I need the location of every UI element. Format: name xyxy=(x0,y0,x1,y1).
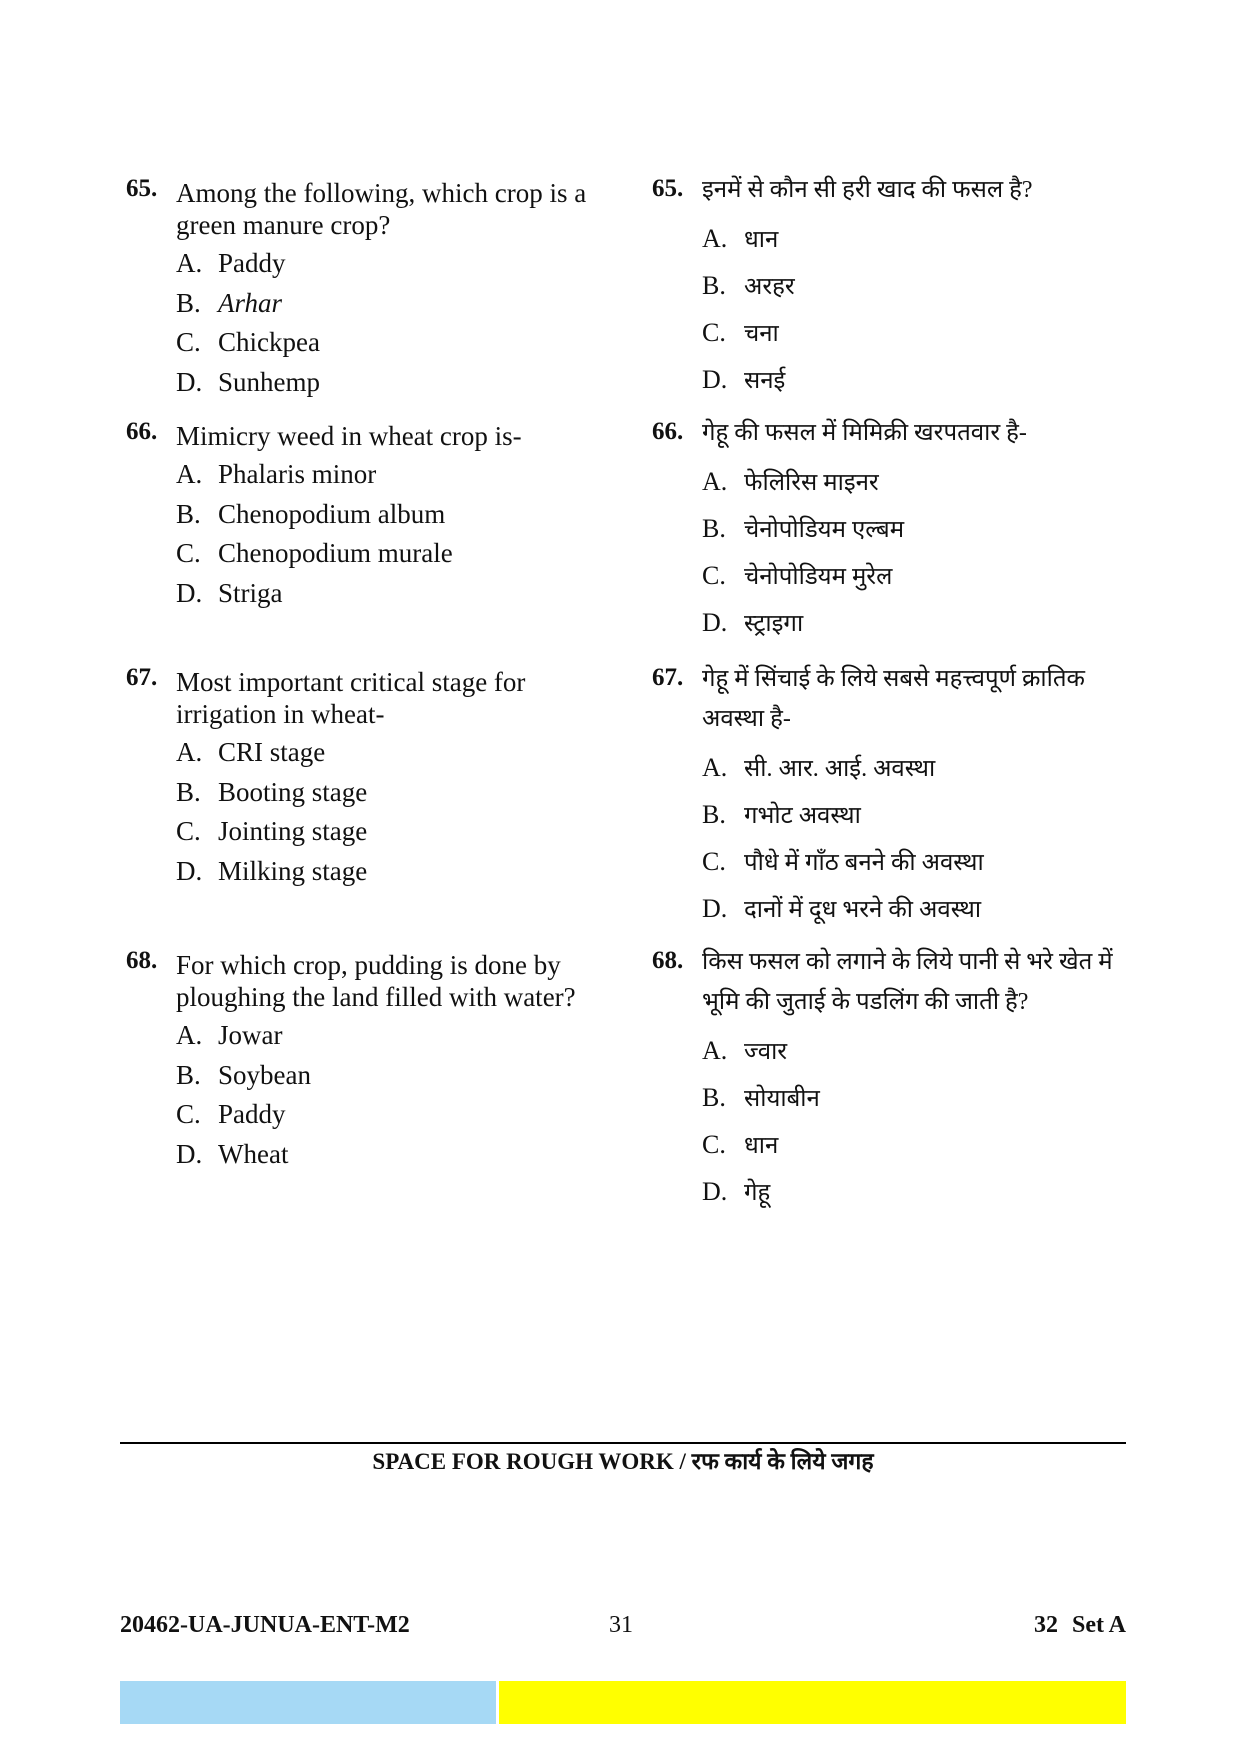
option-text: Sunhemp xyxy=(218,366,321,397)
option-text: धान xyxy=(744,1133,779,1159)
option-c xyxy=(702,309,1033,356)
option-letter: A. xyxy=(702,753,728,782)
option-letter: C. xyxy=(702,561,726,590)
option-letter: A. xyxy=(176,1020,203,1050)
option-text: दानों में दूध भरने की अवस्था xyxy=(744,897,982,923)
option-d xyxy=(176,574,522,614)
option-text: Chenopodium album xyxy=(218,498,446,529)
option-letter: C. xyxy=(176,816,201,846)
option-letter: A. xyxy=(702,467,728,496)
option-text: चेनोपोडियम एल्बम xyxy=(744,517,905,543)
question-number: 67. xyxy=(126,664,158,691)
footer-page-number: 31 xyxy=(609,1612,633,1638)
option-d xyxy=(176,1135,576,1175)
rough-work-divider xyxy=(120,1442,1126,1444)
option-c xyxy=(702,1121,1113,1168)
option-c xyxy=(702,552,1027,599)
option-c xyxy=(176,1095,576,1135)
option-letter: D. xyxy=(176,1138,203,1169)
option-d xyxy=(176,852,525,892)
option-text: Soybean xyxy=(218,1059,311,1090)
options-list xyxy=(702,744,1085,932)
footer-right-number: 32 xyxy=(1034,1612,1058,1638)
question-body xyxy=(126,949,576,1174)
option-b xyxy=(176,773,525,813)
option-text: ज्वार xyxy=(744,1039,788,1065)
option-b xyxy=(176,1056,576,1096)
option-letter: C. xyxy=(702,847,726,876)
option-letter: B. xyxy=(176,498,201,529)
option-a xyxy=(176,244,586,284)
option-letter: A. xyxy=(702,1036,728,1065)
question-body xyxy=(126,420,522,613)
question-text-line: Among the following, which crop is a xyxy=(176,178,587,208)
option-d xyxy=(176,363,586,403)
question-text-line: किस फसल को लगाने के लिये पानी से भरे खेत में xyxy=(702,949,1113,975)
options-list xyxy=(702,215,1033,403)
options-list xyxy=(176,244,586,402)
question-text-line: गेहू में सिंचाई के लिये सबसे महत्त्वपूर्ण क्रातिक xyxy=(702,666,1085,692)
question-66-hindi xyxy=(652,413,1027,646)
option-text: फेलिरिस माइनर xyxy=(744,470,879,496)
option-a xyxy=(702,744,1085,791)
option-letter: D. xyxy=(176,366,203,397)
options-list xyxy=(702,458,1027,646)
options-list xyxy=(702,1027,1113,1215)
option-letter: C. xyxy=(702,1130,726,1159)
option-letter: C. xyxy=(702,318,726,347)
question-66-english xyxy=(126,420,522,613)
footer-paper-code: 20462-UA-JUNUA-ENT-M2 xyxy=(120,1612,410,1638)
option-letter: A. xyxy=(176,737,203,767)
question-text-line: भूमि की जुताई के पडलिंग की जाती है? xyxy=(702,989,1029,1015)
option-b xyxy=(176,284,586,324)
option-text: Paddy xyxy=(218,248,286,278)
question-text-line: For which crop, pudding is done by xyxy=(176,950,561,980)
option-text: CRI stage xyxy=(218,737,326,767)
option-text: Paddy xyxy=(218,1099,286,1129)
question-number: 67. xyxy=(652,664,684,691)
question-number: 66. xyxy=(126,418,158,445)
question-body xyxy=(126,666,525,891)
option-letter: C. xyxy=(176,327,201,357)
option-text: चेनोपोडियम मुरेल xyxy=(744,564,893,590)
question-body xyxy=(652,942,1113,1215)
option-letter: D. xyxy=(702,894,728,923)
option-letter: B. xyxy=(702,514,726,543)
question-body xyxy=(652,170,1033,403)
option-letter: D. xyxy=(702,608,728,637)
option-c xyxy=(176,534,522,574)
options-list xyxy=(176,733,525,891)
option-letter: B. xyxy=(176,287,201,318)
option-text: चना xyxy=(744,321,779,347)
option-b xyxy=(702,262,1033,309)
option-letter: B. xyxy=(702,271,726,300)
option-text: Chenopodium murale xyxy=(218,538,453,568)
option-letter: C. xyxy=(176,538,201,568)
option-text: सी. आर. आई. अवस्था xyxy=(744,756,936,782)
question-body xyxy=(126,177,586,402)
option-b xyxy=(702,505,1027,552)
option-a xyxy=(702,215,1033,262)
option-a xyxy=(176,1016,576,1056)
question-number: 66. xyxy=(652,418,684,445)
option-letter: D. xyxy=(176,855,203,886)
question-text-line: इनमें से कौन सी हरी खाद की फसल है? xyxy=(702,177,1033,203)
option-text: Jowar xyxy=(218,1020,283,1050)
question-65-hindi xyxy=(652,170,1033,403)
option-text: Wheat xyxy=(218,1138,289,1169)
option-text: गभोट अवस्था xyxy=(744,803,861,829)
footer-set-label: Set A xyxy=(1072,1612,1126,1638)
option-text: Striga xyxy=(218,577,283,608)
question-number: 68. xyxy=(126,947,158,974)
option-b xyxy=(702,791,1085,838)
option-d xyxy=(702,1168,1113,1215)
footer-color-bar-blue xyxy=(120,1681,496,1724)
option-text: अरहर xyxy=(744,274,795,300)
question-text-line: Most important critical stage for xyxy=(176,667,526,697)
option-b xyxy=(176,495,522,535)
option-letter: D. xyxy=(176,577,203,608)
question-text-line: गेहू की फसल में मिमिक्री खरपतवार है- xyxy=(702,420,1027,446)
question-65-english xyxy=(126,177,586,402)
option-letter: A. xyxy=(176,459,203,489)
rough-work-label: SPACE FOR ROUGH WORK / रफ कार्य के लिये जगह xyxy=(372,1449,874,1474)
option-a xyxy=(702,458,1027,505)
question-text-line: Mimicry weed in wheat crop is- xyxy=(176,421,522,451)
option-letter: A. xyxy=(176,248,203,278)
option-letter: B. xyxy=(176,1059,201,1090)
option-text: Arhar xyxy=(218,287,283,318)
question-text-line: अवस्था है- xyxy=(702,706,791,732)
question-67-hindi xyxy=(652,659,1085,932)
options-list xyxy=(176,1016,576,1174)
question-number: 65. xyxy=(126,175,158,202)
option-text: धान xyxy=(744,227,779,253)
option-text: सोयाबीन xyxy=(744,1086,820,1112)
question-number: 68. xyxy=(652,947,684,974)
question-68-english xyxy=(126,949,576,1174)
option-d xyxy=(702,885,1085,932)
question-68-hindi xyxy=(652,942,1113,1215)
option-text: Chickpea xyxy=(218,327,320,357)
question-body xyxy=(652,659,1085,932)
option-a xyxy=(176,455,522,495)
option-a xyxy=(702,1027,1113,1074)
option-text: Milking stage xyxy=(218,855,368,886)
option-letter: D. xyxy=(702,365,728,394)
option-text: स्ट्राइगा xyxy=(744,611,804,637)
option-text: Jointing stage xyxy=(218,816,368,846)
question-text-line: ploughing the land filled with water? xyxy=(176,982,576,1012)
footer-color-bar-yellow xyxy=(499,1681,1126,1724)
option-d xyxy=(702,599,1027,646)
option-text: गेहू xyxy=(744,1180,771,1206)
question-text-line: green manure crop? xyxy=(176,210,391,240)
question-number: 65. xyxy=(652,175,684,202)
options-list xyxy=(176,455,522,613)
question-67-english xyxy=(126,666,525,891)
option-d xyxy=(702,356,1033,403)
option-c xyxy=(176,323,586,363)
option-letter: B. xyxy=(702,1083,726,1112)
option-c xyxy=(176,812,525,852)
option-text: Booting stage xyxy=(218,776,368,807)
option-text: पौधे में गाँठ बनने की अवस्था xyxy=(744,850,984,876)
option-letter: B. xyxy=(702,800,726,829)
option-letter: B. xyxy=(176,776,201,807)
question-text-line: irrigation in wheat- xyxy=(176,699,385,729)
option-b xyxy=(702,1074,1113,1121)
option-letter: A. xyxy=(702,224,728,253)
option-text: सनई xyxy=(744,368,786,394)
option-letter: C. xyxy=(176,1099,201,1129)
footer-set-info xyxy=(1034,1611,1126,1639)
option-a xyxy=(176,733,525,773)
option-letter: D. xyxy=(702,1177,728,1206)
option-c xyxy=(702,838,1085,885)
option-text: Phalaris minor xyxy=(218,459,377,489)
question-body xyxy=(652,413,1027,646)
